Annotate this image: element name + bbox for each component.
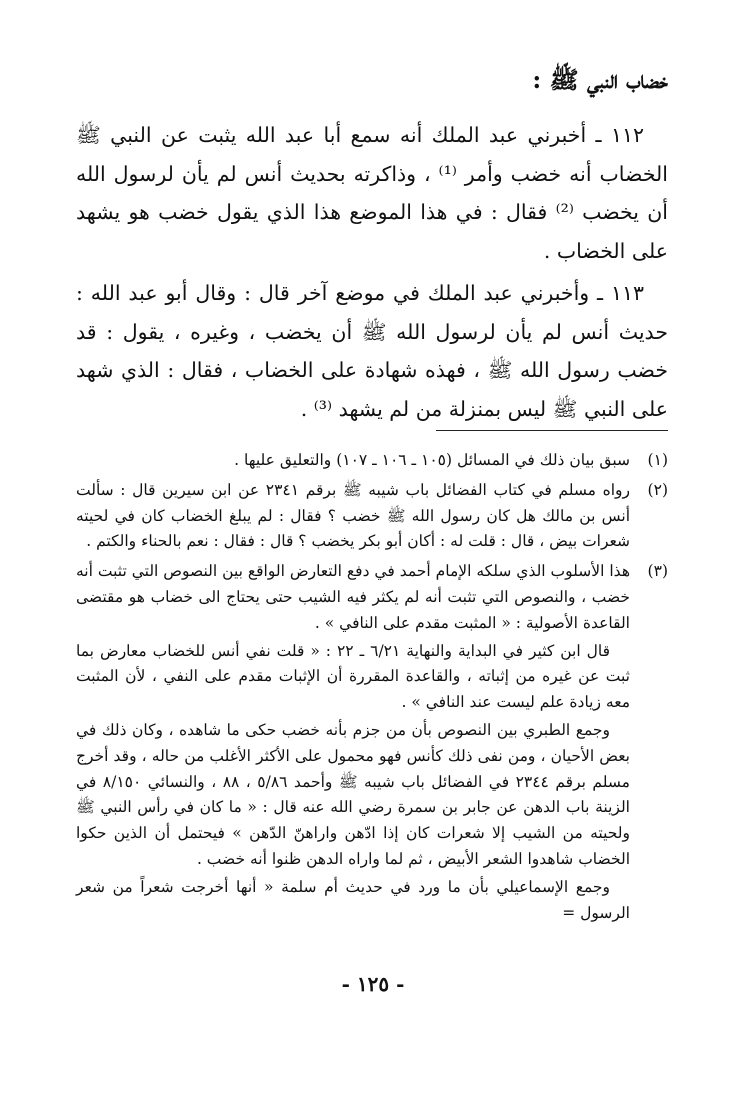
footnote-1 — [76, 448, 668, 474]
page-number: - ١٢٥ - — [341, 972, 405, 996]
footnote-divider — [436, 430, 668, 431]
paragraph-112: ١١٢ ـ أخبرني عبد الملك أنه سمع أبا عبد الله يثبت عن النبي ﷺ الخضاب أنه خضب وأمر ⁽¹⁾ ، وذاكرته بحديث أنس لم يأن لرسول الله أن يخضب ⁽²⁾ فقال : في هذا الموضع هذا الذي يقول خضب هو يشهد على الخضاب . — [76, 123, 668, 263]
footnote-text: رواه مسلم في كتاب الفضائل باب شيبه ﷺ برقم ٢٣٤١ عن ابن سيرين قال : سألت أنس بن مالك هل كان رسول الله ﷺ خضب ؟ فقال : لم يبلغ الخضاب كان في لحيته شعرات بيض ، قال : قلت له : أكان أبو بكر يخضب ؟ قال : فقال : نعم بالحناء والكتم . — [76, 480, 630, 551]
section-heading: خضاب النبي ﷺ : — [532, 65, 668, 94]
footnotes — [76, 448, 668, 930]
footnote-text: هذا الأسلوب الذي سلكه الإمام أحمد في دفع التعارض الواقع بين النصوص التي تثبت أنه خضب ، والنصوص التي تثبت أنه لم يكثر فيه الشيب حتى يحتاج الى خضاب هو مقتضى القاعدة الأصولية : « المثبت مقدم على النافي » . — [76, 562, 630, 632]
footnote-2 — [76, 478, 668, 555]
footnote-text: وجمع الطبري بين النصوص بأن من جزم بأنه خضب حكى ما شاهده ، وكان ذلك في بعض الأحيان ، ومن نفى ذلك كأنس فهو محمول على الأكثر الأغلب من حاله ، وقد أخرج مسلم برقم ٢٣٤٤ في الفضائل باب شيبه ﷺ وأحمد ٥/٨٦ ، ٨٨ ، والنسائي ٨/١٥٠ في الزينة باب الدهن عن جابر بن سمرة رضي الله عنه قال : « ما كان في رأس النبي ﷺ ولحيته من الشيب إلا شعرات كان إذا ادّهن واراهنّ الدّهن » فيحتمل أن الذين حكوا الخضاب شاهدوا الشعر الأبيض ، ثم لما واراه الدهن ظنوا أنه خضب . — [76, 720, 630, 868]
footnote-number: (١) — [647, 451, 668, 469]
footnote-number: (٣) — [647, 562, 668, 581]
footnote-3 — [76, 559, 668, 926]
paragraph-113: ١١٣ ـ وأخبرني عبد الملك في موضع آخر قال : وقال أبو عبد الله : حديث أنس لم يأن لرسول الله ﷺ أن يخضب ، وغيره ، يقول : قد خضب رسول الله ﷺ ، فهذه شهادة على الخضاب ، فقال : الذي شهد على النبي ﷺ ليس بمنزلة من لم يشهد ⁽³⁾ . — [76, 281, 668, 421]
footnote-text: قال ابن كثير في البداية والنهاية ٦/٢١ ـ ٢٢ : « قلت نفي أنس للخضاب معارض بما ثبت عن غيره من إثباته ، والقاعدة المقررة أن الإثبات مقدم على النفي ، لأن المثبت معه زيادة علم ليست عند النافي » . — [76, 641, 630, 712]
footnote-number: (٢) — [647, 480, 668, 499]
footnote-text: وجمع الإسماعيلي بأن ما ورد في حديث أم سلمة « أنها أخرجت شعراً من شعر الرسول = — [76, 877, 630, 922]
main-text — [76, 116, 668, 428]
footnote-text: سبق بيان ذلك في المسائل (١٠٥ ـ ١٠٦ ـ ١٠٧) والتعليق عليها . — [234, 451, 630, 469]
